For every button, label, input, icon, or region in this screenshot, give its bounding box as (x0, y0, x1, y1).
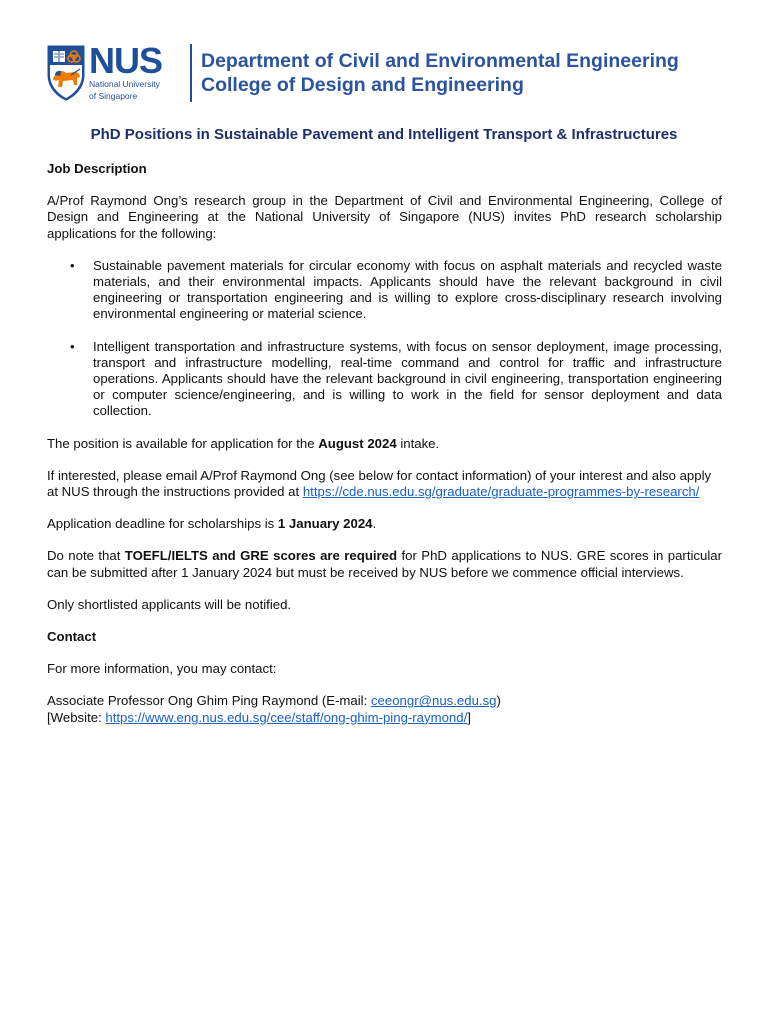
website-link[interactable]: https://www.eng.nus.edu.sg/cee/staff/ong-ghim-ping-raymond/ (105, 709, 468, 725)
college-name: College of Design and Engineering (201, 74, 524, 96)
document-title: PhD Positions in Sustainable Pavement and Intelligent Transport & Infrastructures (90, 126, 678, 143)
intro-paragraph: A/Prof Raymond Ong’s research group in the Department of Civil and Environmental Engineering, College of Design and Engineering at the National University of Singapore (NUS) invites PhD research scholarship applications for the following: (47, 193, 722, 241)
shortlist-note: Only shortlisted applicants will be notified. (47, 596, 292, 612)
availability-suffix: intake. (396, 435, 440, 451)
nus-logo (47, 42, 182, 104)
deadline-date: 1 January 2024 (277, 516, 373, 532)
nus-crest-icon (47, 45, 85, 101)
contact-website (47, 710, 722, 726)
deadline-paragraph (47, 516, 722, 532)
bullet-icon: • (70, 338, 75, 354)
contact-suffix: ) (496, 693, 501, 709)
position-list (47, 258, 722, 420)
contact-person (47, 693, 722, 709)
website-suffix: ] (467, 709, 471, 725)
contact-heading: Contact (47, 629, 97, 645)
graduate-programmes-link[interactable]: https://cde.nus.edu.sg/graduate/graduate-programmes-by-research/ (302, 484, 700, 500)
availability-text: The position is available for application for the (47, 435, 319, 451)
bullet-text-pavement: Sustainable pavement materials for circular economy with focus on asphalt materials and recycled waste materials, and their environmental impacts. Applicants should have the relevant background in civil engineering or transportation engineering and is willing to explore cross-disciplinary research involving environmental engineering or material science. (93, 257, 722, 322)
letterhead (47, 42, 679, 104)
scores-prefix: Do note that (47, 548, 125, 564)
nus-subtitle-line2: of Singapore (89, 91, 138, 101)
job-description-heading: Job Description (47, 161, 147, 176)
header-divider (190, 44, 192, 102)
intake-date: August 2024 (318, 435, 397, 451)
department-name: Department of Civil and Environmental Engineering (201, 50, 679, 72)
scores-paragraph (47, 548, 722, 580)
bullet-icon: • (70, 257, 75, 273)
deadline-text: Application deadline for scholarships is (47, 516, 278, 532)
interest-text: If interested, please email A/Prof Raymond Ong (see below for contact information) of your interest and also apply at NUS through the instructions provided at (47, 467, 712, 500)
contact-name: Associate Professor Ong Ghim Ping Raymond (E-mail: (47, 693, 371, 709)
bullet-text-its: Intelligent transportation and infrastructure systems, with focus on sensor deployment, image processing, transport and infrastructure modelling, real-time command and control for traffic and infrastructure operations. Applicants should have the relevant background in civil engineering, transportation engineering or computer science/engineering, and is willing to work in the field for sensor deployment and data collection. (93, 338, 722, 419)
availability-paragraph (47, 436, 722, 452)
email-link[interactable]: ceeongr@nus.edu.sg (370, 693, 497, 709)
contact-intro: For more information, you may contact: (47, 661, 277, 677)
list-item (47, 258, 722, 323)
nus-wordmark: NUS (89, 40, 163, 81)
deadline-suffix: . (372, 516, 377, 532)
document-body (47, 161, 722, 726)
website-prefix: [Website: (47, 709, 106, 725)
nus-subtitle-line1: National University (89, 79, 160, 89)
scores-suffix: for PhD applications to NUS. GRE scores in particular can be submitted after 1 January 2024 but must be received by NUS before we commence official interviews. (47, 548, 722, 580)
scores-requirement: TOEFL/IELTS and GRE scores are required (124, 548, 398, 564)
interest-paragraph (47, 468, 722, 500)
list-item (47, 339, 722, 420)
